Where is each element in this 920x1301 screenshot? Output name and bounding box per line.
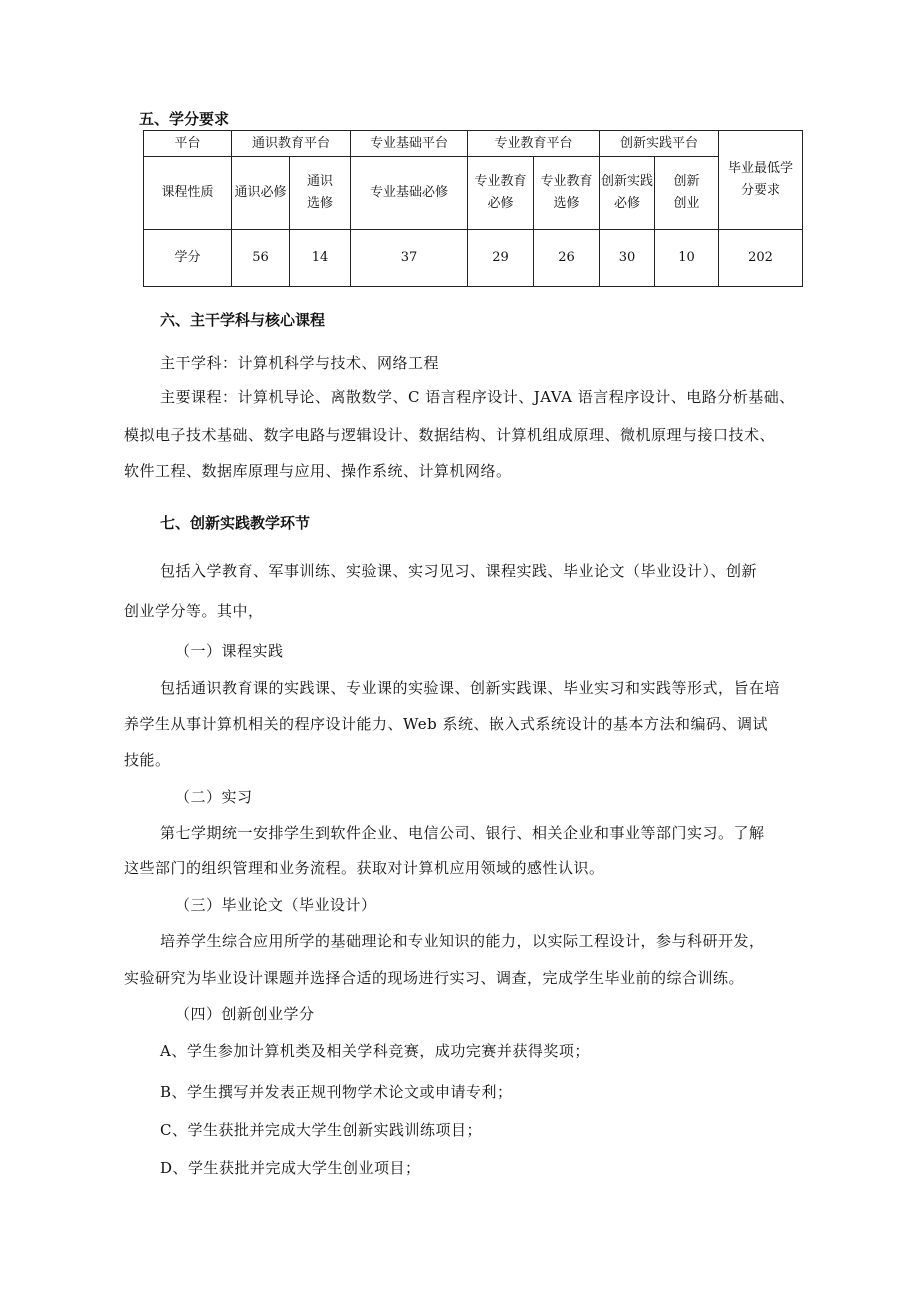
platform-label-cell: 平台 xyxy=(144,131,232,157)
section-heading-credits: 五、学分要求 xyxy=(139,110,230,128)
innovation-credit-item: B、学生撰写并发表正规刊物学术论文或申请专利； xyxy=(160,1083,513,1101)
course-practice-line: 包括通识教育课的实践课、专业课的实验课、创新实践课、毕业实习和实践等形式，旨在培 xyxy=(160,679,781,697)
thesis-line: 培养学生综合应用所学的基础理论和专业知识的能力，以实际工程设计，参与科研开发， xyxy=(160,932,765,950)
main-courses-line: 模拟电子技术基础、数字电路与逻辑设计、数据结构、计算机组成原理、微机原理与接口技术、 xyxy=(124,426,776,444)
nature-cell: 创新创业 xyxy=(655,157,719,230)
credit-cell: 29 xyxy=(468,230,534,287)
nature-cell: 专业基础必修 xyxy=(351,157,468,230)
section-heading-practice: 七、创新实践教学环节 xyxy=(160,514,311,532)
nature-cell: 通识选修 xyxy=(290,157,351,230)
main-courses-line: 软件工程、数据库原理与应用、操作系统、计算机网络。 xyxy=(124,462,512,480)
nature-cell: 专业教育选修 xyxy=(534,157,600,230)
nature-cell: 通识必修 xyxy=(232,157,290,230)
platform-professional-foundation: 专业基础平台 xyxy=(351,131,468,157)
innovation-credit-item: C、学生获批并完成大学生创新实践训练项目； xyxy=(160,1121,482,1139)
main-courses-line: 主要课程：计算机导论、离散数学、C 语言程序设计、JAVA 语言程序设计、电路分析基础、 xyxy=(160,388,795,406)
course-practice-line: 养学生从事计算机相关的程序设计能力、Web 系统、嵌入式系统设计的基本方法和编码、调试 xyxy=(124,715,768,733)
platform-general-education: 通识教育平台 xyxy=(232,131,351,157)
credit-label-cell: 学分 xyxy=(144,230,232,287)
subsection-title-innovation-credits: （四）创新创业学分 xyxy=(175,1005,315,1023)
credit-cell: 14 xyxy=(290,230,351,287)
credit-cell: 26 xyxy=(534,230,600,287)
credit-cell: 30 xyxy=(600,230,655,287)
nature-label-cell: 课程性质 xyxy=(144,157,232,230)
credit-requirements-table xyxy=(143,130,803,287)
section-heading-disciplines: 六、主干学科与核心课程 xyxy=(160,311,326,329)
nature-cell: 创新实践必修 xyxy=(600,157,655,230)
credit-cell: 56 xyxy=(232,230,290,287)
thesis-line: 实验研究为毕业设计课题并选择合适的现场进行实习、调查，完成学生毕业前的综合训练。 xyxy=(124,969,745,987)
total-credit-cell: 202 xyxy=(719,230,803,287)
innovation-credit-item: A、学生参加计算机类及相关学科竞赛，成功完赛并获得奖项； xyxy=(160,1042,590,1060)
credit-cell: 37 xyxy=(351,230,468,287)
platform-professional-education: 专业教育平台 xyxy=(468,131,600,157)
course-practice-line: 技能。 xyxy=(124,751,171,769)
main-disciplines-text: 主干学科：计算机科学与技术、网络工程 xyxy=(160,354,440,372)
nature-cell: 专业教育必修 xyxy=(468,157,534,230)
table-row-course-nature xyxy=(144,157,803,230)
table-row-credits xyxy=(144,230,803,287)
subsection-title-thesis: （三）毕业论文（毕业设计） xyxy=(175,896,377,914)
internship-line: 第七学期统一安排学生到软件企业、电信公司、银行、相关企业和事业等部门实习。了解 xyxy=(160,824,765,842)
credit-cell: 10 xyxy=(655,230,719,287)
platform-innovation-practice: 创新实践平台 xyxy=(600,131,719,157)
internship-line: 这些部门的组织管理和业务流程。获取对计算机应用领域的感性认识。 xyxy=(124,859,605,877)
intro-paragraph-line: 包括入学教育、军事训练、实验课、实习见习、课程实践、毕业论文（毕业设计）、创新 xyxy=(160,562,758,580)
subsection-title-internship: （二）实习 xyxy=(175,788,253,806)
innovation-credit-item: D、学生获批并完成大学生创业项目； xyxy=(160,1159,421,1177)
table-row-platforms xyxy=(144,131,803,157)
subsection-title-course-practice: （一）课程实践 xyxy=(175,642,284,660)
min-credit-header: 毕业最低学分要求 xyxy=(719,131,803,230)
intro-paragraph-line: 创业学分等。其中， xyxy=(124,602,264,620)
